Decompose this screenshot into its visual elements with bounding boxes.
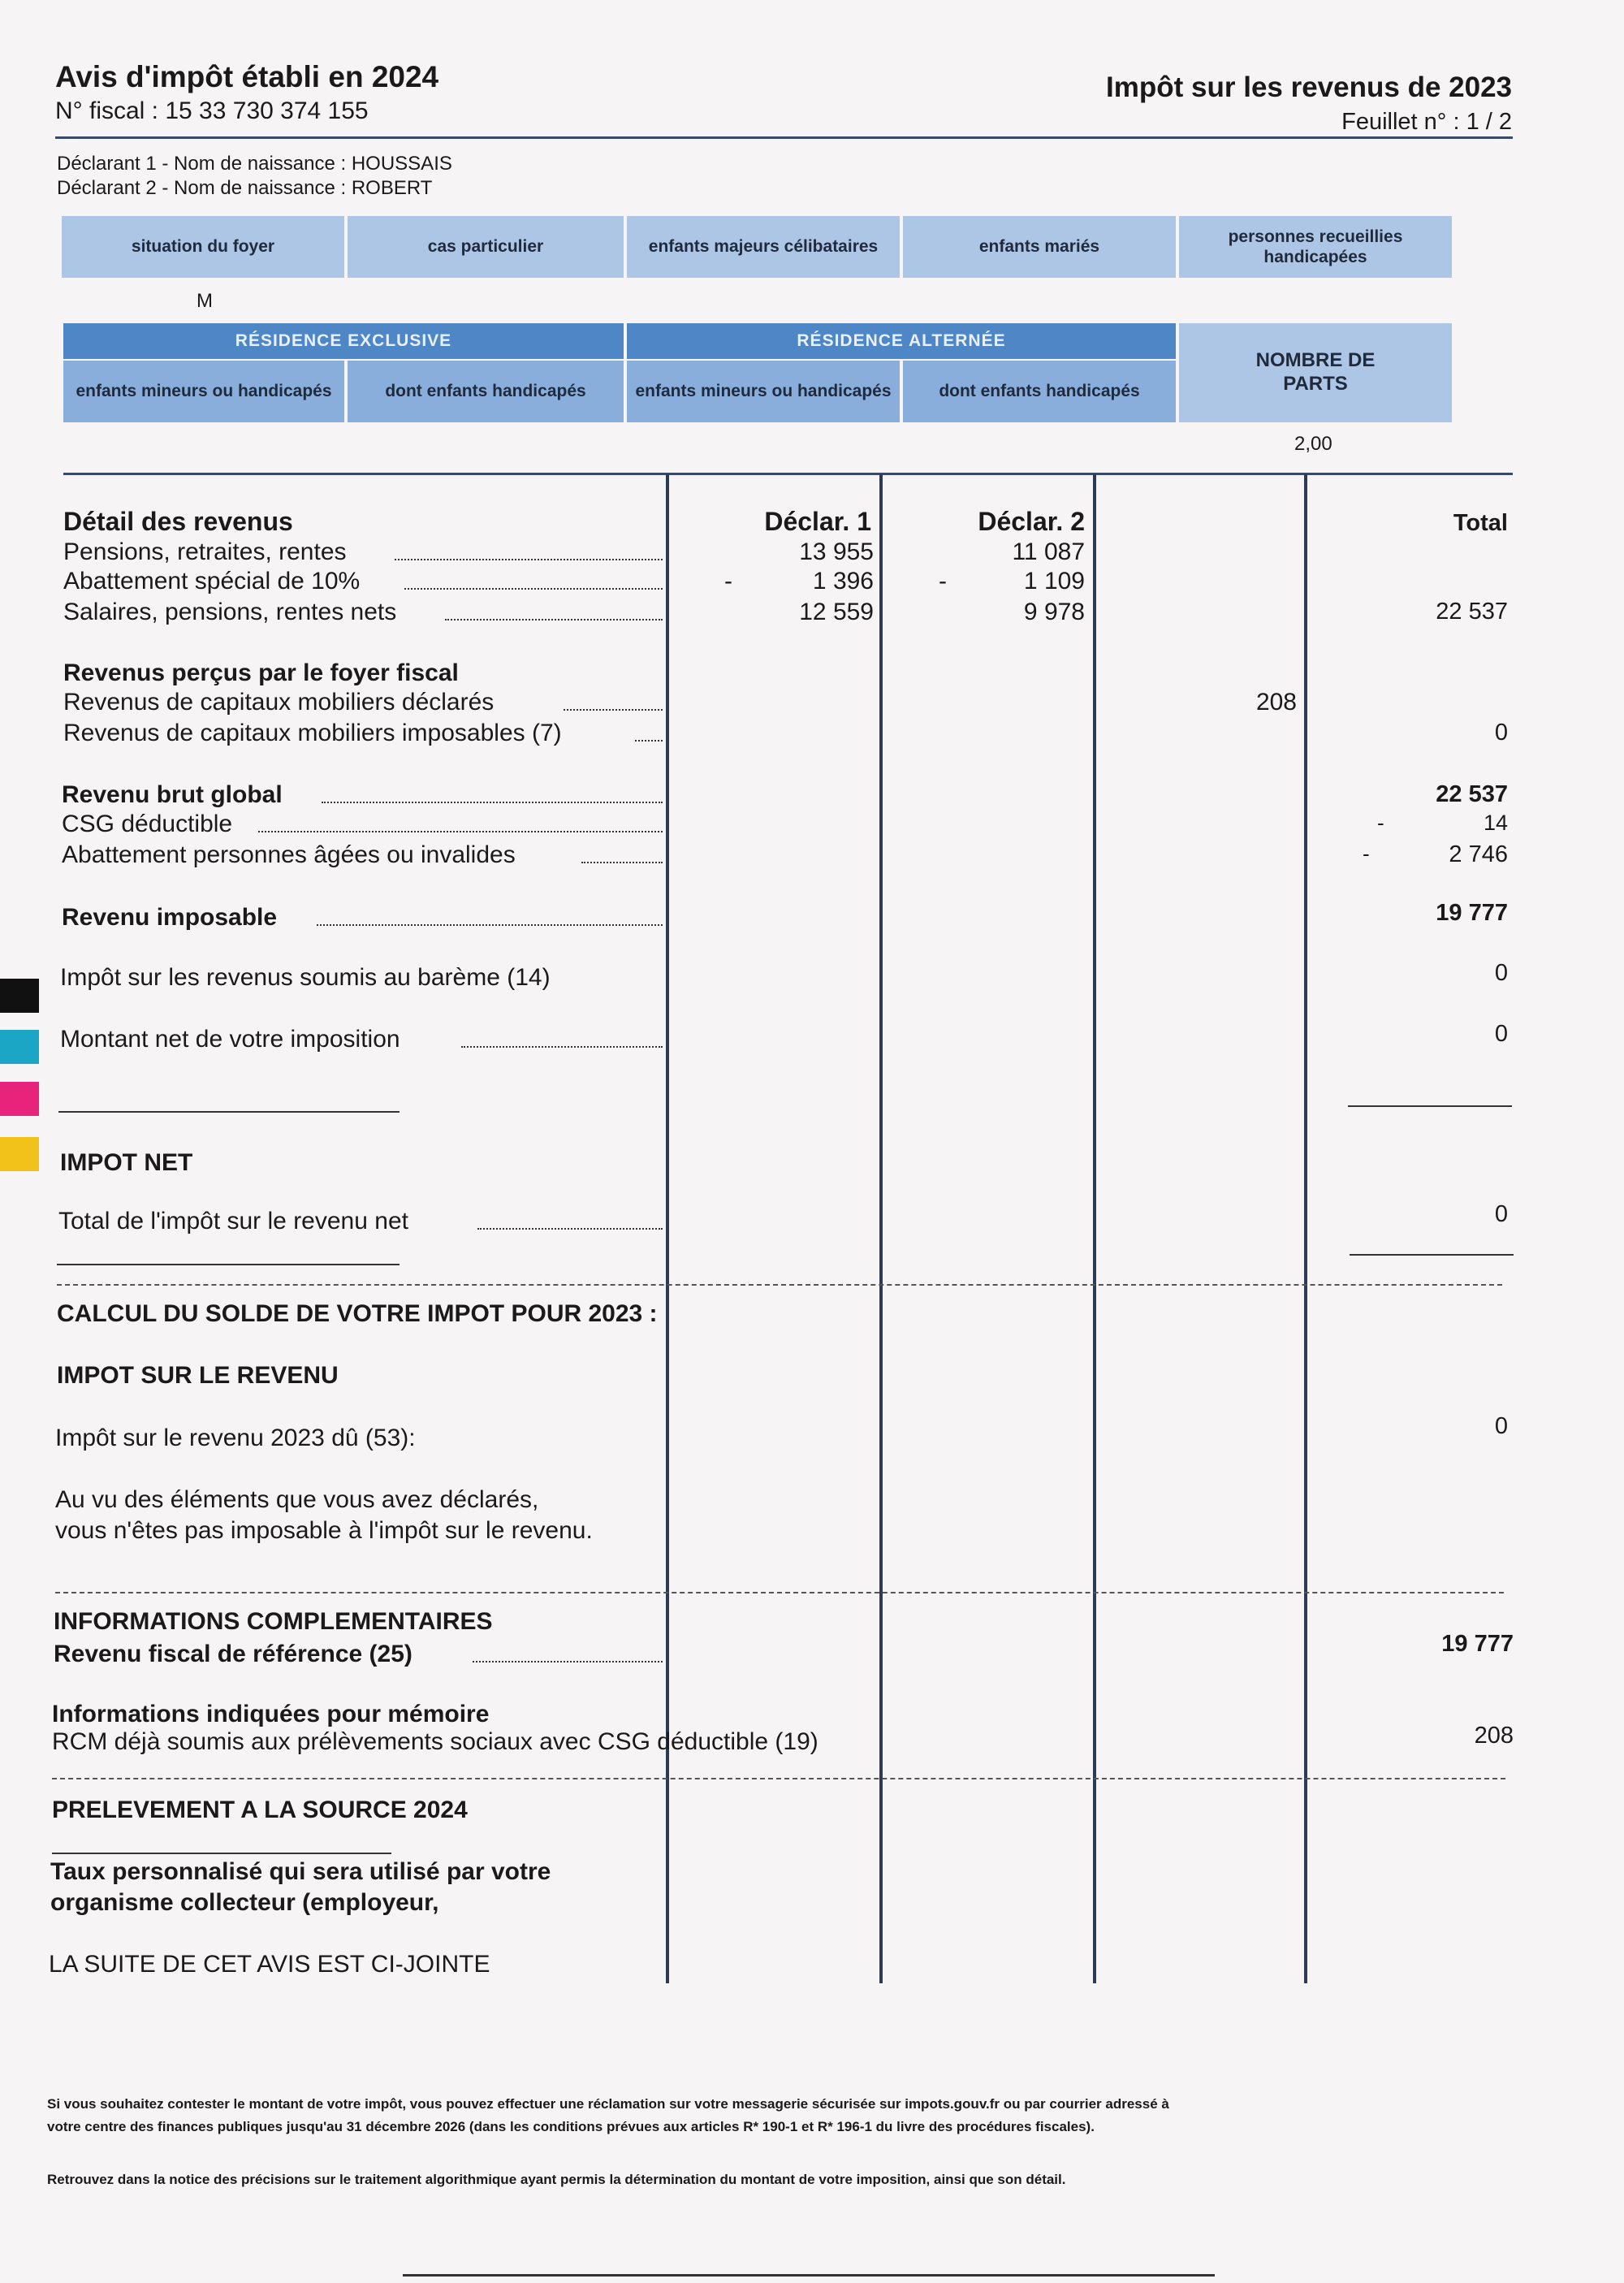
non-imposable-note-1: Au vu des éléments que vous avez déclarés, — [55, 1486, 539, 1513]
col-total: Total — [1453, 510, 1508, 536]
leader-dots — [564, 709, 663, 711]
rfr-label: Revenu fiscal de référence (25) — [54, 1641, 412, 1667]
row-abattement-d1: 1 396 — [812, 568, 874, 595]
sub-header-dont-handicapes-excl: dont enfants handicapés — [348, 361, 624, 422]
nombre-parts-header: NOMBRE DE PARTS — [1179, 323, 1452, 422]
header-enfants-maries: enfants mariés — [903, 216, 1176, 278]
minus-sign-d1: - — [724, 568, 732, 595]
row-salaires-label: Salaires, pensions, rentes nets — [63, 599, 397, 625]
row-abattement-label: Abattement spécial de 10% — [63, 568, 361, 595]
leader-dots — [445, 619, 663, 620]
impot-net-title: IMPOT NET — [60, 1149, 193, 1176]
registration-swatch-cyan — [0, 1030, 39, 1064]
registration-swatch-yellow — [0, 1137, 39, 1171]
row-pensions-label: Pensions, retraites, rentes — [63, 538, 347, 565]
residence-alternee-header: RÉSIDENCE ALTERNÉE — [627, 323, 1176, 359]
leader-dots — [635, 740, 663, 742]
row-salaires-total: 22 537 — [1436, 599, 1508, 625]
suite-notice: LA SUITE DE CET AVIS EST CI-JOINTE — [49, 1951, 490, 1978]
minus-sign-d2: - — [939, 568, 947, 595]
total-impot-net-value: 0 — [1494, 1201, 1508, 1227]
total-impot-net-label: Total de l'impôt sur le revenu net — [58, 1208, 408, 1234]
section-divider — [57, 1284, 1502, 1286]
separator-left — [57, 1264, 400, 1265]
minus-sign-csg: - — [1377, 811, 1384, 835]
leader-dots — [473, 1661, 663, 1663]
column-divider-2 — [879, 474, 883, 1983]
tax-year-title: Impôt sur les revenus de 2023 — [1106, 71, 1512, 103]
taux-line-1: Taux personnalisé qui sera utilisé par votre — [50, 1858, 551, 1885]
info-title: INFORMATIONS COMPLEMENTAIRES — [54, 1608, 493, 1635]
montant-net-value: 0 — [1494, 1021, 1508, 1047]
footer-rule — [403, 2274, 1215, 2277]
situation-value: M — [197, 290, 213, 312]
revenu-brut-label: Revenu brut global — [62, 781, 283, 808]
declarant-1: Déclarant 1 - Nom de naissance : HOUSSAIS — [57, 153, 452, 175]
sub-header-dont-handicapes-alt: dont enfants handicapés — [903, 361, 1176, 422]
separator-right — [1348, 1105, 1512, 1107]
rcm-imposables-value: 0 — [1494, 720, 1508, 746]
sub-header-enfants-mineurs-alt: enfants mineurs ou handicapés — [627, 361, 900, 422]
taux-line-2: organisme collecteur (employeur, — [50, 1889, 439, 1916]
registration-swatch-black — [0, 979, 39, 1013]
leader-dots — [395, 559, 663, 560]
non-imposable-note-2: vous n'êtes pas imposable à l'impôt sur le revenu. — [55, 1517, 593, 1544]
separator-right — [1350, 1254, 1514, 1256]
column-divider-3 — [1093, 474, 1096, 1983]
header-cas-particulier: cas particulier — [348, 216, 624, 278]
rcm-csg-value: 208 — [1474, 1723, 1514, 1749]
leader-dots — [581, 862, 663, 863]
separator-left — [58, 1111, 400, 1113]
row-pensions-d2: 11 087 — [1012, 538, 1085, 565]
rcm-imposables-label: Revenus de capitaux mobiliers imposables (7) — [63, 720, 562, 746]
col-declar2: Déclar. 2 — [978, 507, 1085, 536]
minus-sign-abatt: - — [1363, 841, 1370, 866]
fiscal-number: N° fiscal : 15 33 730 374 155 — [55, 97, 369, 124]
impot-du-label: Impôt sur le revenu 2023 dû (53): — [55, 1425, 416, 1451]
impot-du-value: 0 — [1494, 1413, 1508, 1439]
col-declar1: Déclar. 1 — [764, 507, 871, 536]
row-salaires-d2: 9 978 — [1023, 599, 1085, 625]
residence-exclusive-header: RÉSIDENCE EXCLUSIVE — [63, 323, 624, 359]
revenu-brut-value: 22 537 — [1436, 781, 1508, 807]
column-divider-4 — [1304, 474, 1307, 1983]
row-abattement-d2: 1 109 — [1023, 568, 1085, 595]
table-top-rule — [63, 473, 1513, 475]
sub-header-enfants-mineurs-excl: enfants mineurs ou handicapés — [63, 361, 344, 422]
header-rule — [55, 136, 1513, 139]
declarant-2: Déclarant 2 - Nom de naissance : ROBERT — [57, 177, 433, 199]
rcm-csg-label: RCM déjà soumis aux prélèvements sociaux avec CSG déductible (19) — [52, 1728, 818, 1755]
rcm-declares-value: 208 — [1255, 689, 1297, 716]
footer-contest-line-1: Si vous souhaitez contester le montant de votre impôt, vous pouvez effectuer une réclamation sur votre messagerie sécurisée sur impots.gouv.fr ou par courrier adressé à — [47, 2096, 1169, 2112]
header-personnes-recueillies: personnes recueillies handicapées — [1179, 216, 1452, 278]
notice-title: Avis d'impôt établi en 2024 — [55, 60, 439, 93]
separator-left — [52, 1853, 391, 1854]
leader-dots — [317, 924, 663, 926]
memo-title: Informations indiquées pour mémoire — [52, 1701, 490, 1727]
sheet-number: Feuillet n° : 1 / 2 — [1341, 109, 1512, 135]
leader-dots — [322, 802, 663, 803]
detail-title: Détail des revenus — [63, 507, 293, 536]
leader-dots — [258, 831, 663, 832]
registration-swatch-magenta — [0, 1082, 39, 1116]
section-divider — [52, 1778, 1505, 1779]
abattement-ages-label: Abattement personnes âgées ou invalides — [62, 841, 516, 868]
montant-net-label: Montant net de votre imposition — [60, 1026, 400, 1053]
revenu-imposable-value: 19 777 — [1436, 900, 1508, 926]
rfr-value: 19 777 — [1441, 1631, 1514, 1657]
bareme-label: Impôt sur les revenus soumis au barème (14) — [60, 964, 551, 991]
row-pensions-d1: 13 955 — [799, 538, 874, 565]
bareme-value: 0 — [1494, 960, 1508, 986]
rcm-declares-label: Revenus de capitaux mobiliers déclarés — [63, 689, 495, 716]
footer-contest-line-2: votre centre des finances publiques jusqu'au 31 décembre 2026 (dans les conditions prévues aux articles R* 190-1 et R* 196-1 du livre des procédures fiscales). — [47, 2119, 1095, 2134]
header-situation-foyer: situation du foyer — [62, 216, 344, 278]
column-divider-1 — [666, 474, 669, 1983]
revenu-imposable-label: Revenu imposable — [62, 904, 278, 931]
abattement-ages-value: 2 746 — [1449, 841, 1508, 867]
csg-label: CSG déductible — [62, 811, 233, 837]
section-divider — [55, 1592, 1504, 1593]
leader-dots — [461, 1046, 663, 1048]
impot-revenu-subtitle: IMPOT SUR LE REVENU — [57, 1362, 339, 1389]
row-salaires-d1: 12 559 — [799, 599, 874, 625]
nombre-parts-value: 2,00 — [1294, 433, 1332, 455]
leader-dots — [477, 1228, 663, 1230]
header-enfants-majeurs: enfants majeurs célibataires — [627, 216, 900, 278]
solde-title: CALCUL DU SOLDE DE VOTRE IMPOT POUR 2023 : — [57, 1300, 658, 1327]
foyer-title: Revenus perçus par le foyer fiscal — [63, 659, 459, 686]
leader-dots — [404, 588, 663, 590]
footer-algorithm-note: Retrouvez dans la notice des précisions sur le traitement algorithmique ayant permis la détermination du montant de votre imposition, ainsi que son détail. — [47, 2172, 1066, 2187]
csg-value: 14 — [1483, 811, 1508, 835]
pas-title: PRELEVEMENT A LA SOURCE 2024 — [52, 1797, 468, 1823]
